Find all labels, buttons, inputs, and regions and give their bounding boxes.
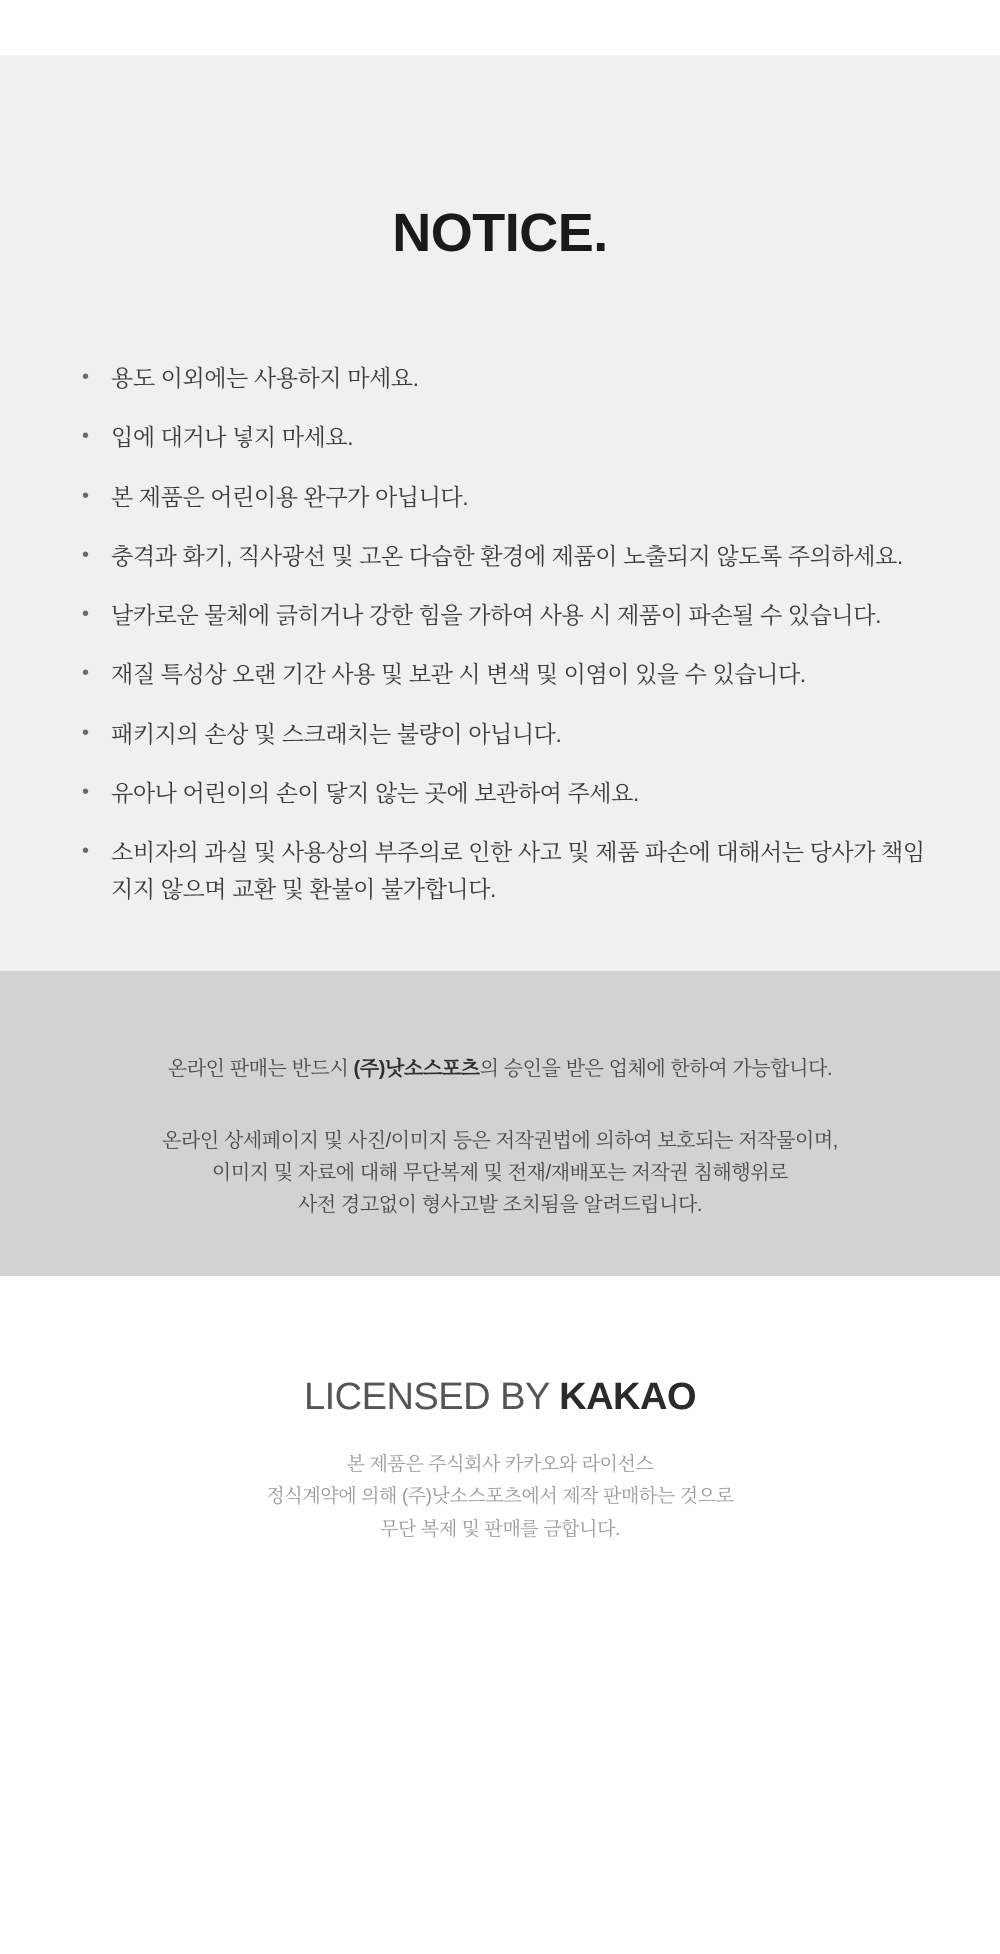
license-note bbox=[0, 1449, 1000, 1547]
list-item bbox=[78, 656, 930, 693]
license-note-line-3: 무단 복제 및 판매를 금합니다. bbox=[380, 1519, 620, 1541]
bullet-icon: • bbox=[82, 543, 89, 566]
page-title: NOTICE. bbox=[392, 203, 608, 263]
notice-section bbox=[0, 55, 1000, 971]
list-item-label: 용도 이외에는 사용하지 마세요. bbox=[111, 365, 419, 391]
bullet-icon: • bbox=[82, 780, 89, 803]
bullet-icon: • bbox=[82, 484, 89, 507]
bullet-icon: • bbox=[82, 425, 89, 448]
bullet-icon: • bbox=[82, 366, 89, 388]
list-item-label: 날카로운 물체에 긁히거나 강한 힘을 가하여 사용 시 제품이 파손될 수 있습니다. bbox=[111, 602, 882, 628]
license-note-line-2: 정식계약에 의해 (주)낫소스포츠에서 제작 판매하는 것으로 bbox=[266, 1486, 734, 1508]
list-item bbox=[78, 360, 930, 397]
copyright-notice bbox=[0, 1125, 1000, 1222]
list-item bbox=[78, 834, 930, 909]
list-item-label: 입에 대거나 넣지 마세요. bbox=[111, 424, 354, 451]
list-item bbox=[78, 538, 930, 575]
license-note-line-1: 본 제품은 주식회사 카카오와 라이선스 bbox=[346, 1453, 654, 1475]
bullet-icon: • bbox=[82, 662, 89, 685]
bullet-icon: • bbox=[82, 603, 89, 625]
notice-list bbox=[0, 360, 1000, 909]
list-item bbox=[78, 597, 930, 634]
authorized-seller-suffix: 의 승인을 받은 업체에 한하여 가능합니다. bbox=[479, 1057, 833, 1080]
list-item-label: 본 제품은 어린이용 완구가 아닙니다. bbox=[111, 483, 469, 510]
license-title-prefix: LICENSED BY bbox=[303, 1375, 560, 1418]
list-item-label: 패키지의 손상 및 스크래치는 불량이 아닙니다. bbox=[111, 720, 562, 747]
bullet-icon: • bbox=[82, 840, 89, 862]
authorized-seller-prefix: 온라인 판매는 반드시 bbox=[167, 1057, 354, 1080]
copyright-line-2: 이미지 및 자료에 대해 무단복제 및 전재/재배포는 저작권 침해행위로 bbox=[211, 1161, 789, 1184]
list-item bbox=[78, 775, 930, 812]
company-name: (주)낫소스포츠 bbox=[353, 1057, 480, 1080]
list-item bbox=[78, 716, 930, 753]
license-title bbox=[0, 1376, 1000, 1419]
product-detail-page bbox=[0, 55, 1000, 1954]
list-item bbox=[78, 479, 930, 516]
copyright-line-1: 온라인 상세페이지 및 사진/이미지 등은 저작권법에 의하여 보호되는 저작물이며, bbox=[162, 1129, 838, 1152]
list-item-label: 충격과 화기, 직사광선 및 고온 다습한 환경에 제품이 노출되지 않도록 주의하세요. bbox=[111, 542, 903, 569]
bullet-icon: • bbox=[82, 721, 89, 744]
license-section bbox=[0, 1276, 1000, 1637]
copyright-band bbox=[0, 971, 1000, 1276]
list-item-label: 재질 특성상 오랜 기간 사용 및 보관 시 변색 및 이염이 있을 수 있습니다. bbox=[111, 661, 806, 688]
copyright-line-3: 사전 경고없이 형사고발 조치됨을 알려드립니다. bbox=[297, 1194, 703, 1217]
list-item-label: 유아나 어린이의 손이 닿지 않는 곳에 보관하여 주세요. bbox=[111, 779, 639, 806]
list-item-label: 소비자의 과실 및 사용상의 부주의로 인한 사고 및 제품 파손에 대해서는 당사가 책임지지 않으며 교환 및 환불이 불가합니다. bbox=[111, 839, 925, 903]
license-brand: KAKAO bbox=[559, 1375, 696, 1418]
list-item bbox=[78, 419, 930, 456]
authorized-seller-notice bbox=[0, 1053, 1000, 1085]
